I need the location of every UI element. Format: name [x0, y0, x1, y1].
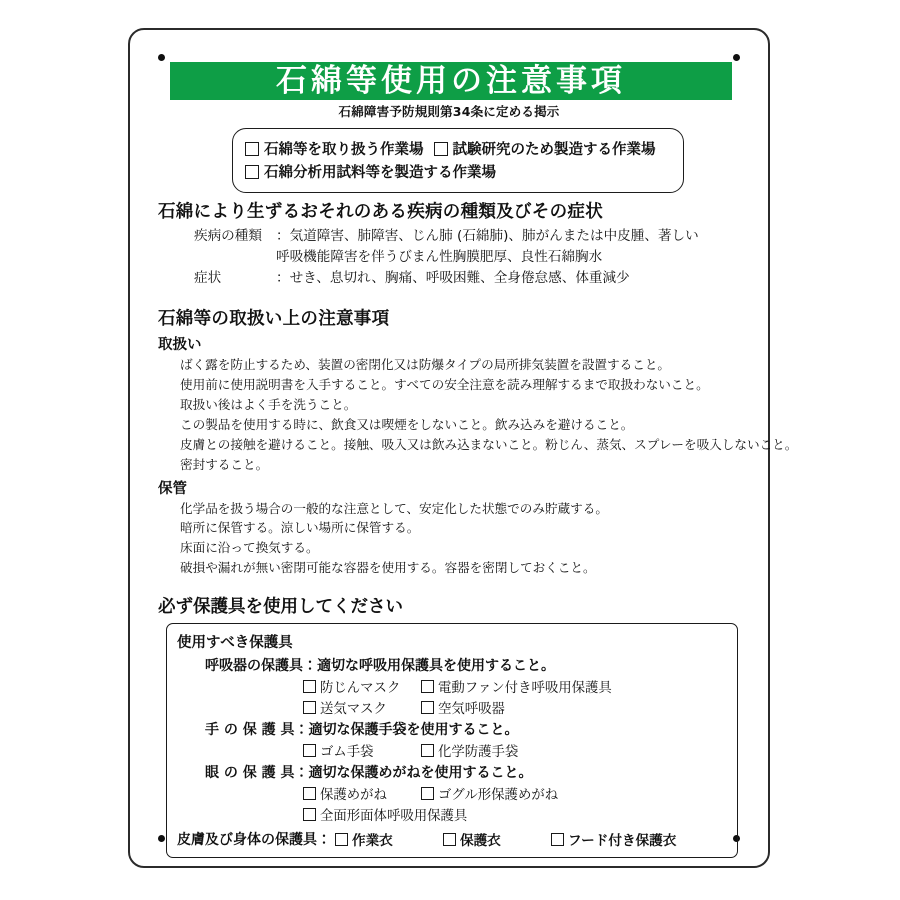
ppe-option-safety-glasses[interactable] [303, 784, 421, 803]
worksite-row-2 [245, 161, 671, 182]
checkbox-icon[interactable] [421, 701, 434, 714]
ppe-category-label: 呼吸器の保護具 [205, 658, 303, 675]
ppe-group-label-row [205, 719, 727, 739]
checkbox-icon[interactable] [303, 787, 316, 800]
worksite-row-1 [245, 138, 671, 159]
ppe-colon: ： [294, 765, 309, 782]
ppe-option-row [303, 741, 727, 760]
ppe-option-powered-air-respirator[interactable] [421, 677, 612, 696]
handling-line: 取扱い後はよく手を洗うこと。 [180, 396, 357, 412]
worksite-option-research-manufacture[interactable] [434, 138, 656, 159]
disease-type-line-1: 気道障害、肺障害、じん肺 (石綿肺)、肺がんまたは中皮腫、著しい [289, 228, 699, 244]
disease-symptom-row [194, 268, 746, 289]
storage-subheading: 保管 [158, 480, 187, 497]
ppe-option-label: 保護めがね [320, 788, 387, 804]
ppe-colon: ： [303, 658, 317, 675]
checkbox-icon[interactable] [303, 808, 316, 821]
ppe-instruction: 適切な呼吸用保護具を使用すること。 [317, 658, 555, 675]
ppe-group-eye [205, 762, 727, 824]
storage-line: 破損や漏れが無い密閉可能な容器を使用する。容器を密閉しておくこと。 [180, 560, 596, 576]
ppe-category-label: 眼 の 保 護 具 [205, 765, 295, 782]
ppe-option-label: 空気呼吸器 [438, 702, 505, 718]
sign-title: 石綿等使用の注意事項 [276, 62, 626, 99]
sign-subtitle: 石綿障害予防規則第34条に定める掲示 [338, 104, 560, 119]
worksite-option-label: 試験研究のため製造する作業場 [452, 142, 656, 158]
ppe-option-list [303, 741, 727, 760]
ppe-category-label: 手 の 保 護 具 [205, 722, 295, 739]
ppe-option-full-face-respirator[interactable] [303, 805, 467, 824]
ppe-option-label: 防じんマスク [320, 681, 401, 697]
checkbox-icon[interactable] [245, 142, 259, 156]
worksite-option-analysis-sample[interactable] [245, 161, 496, 182]
mounting-hole-top-left [158, 54, 165, 61]
disease-symptom-label: 症状 [194, 270, 222, 287]
disease-details [194, 226, 746, 289]
ppe-option-goggles[interactable] [421, 784, 558, 803]
disease-type-line-2: 呼吸機能障害を伴うびまん性胸膜肥厚、良性石綿胸水 [276, 249, 603, 266]
checkbox-icon[interactable] [434, 142, 448, 156]
title-band [170, 62, 732, 100]
sign-board [128, 28, 798, 868]
ppe-option-air-line-mask[interactable] [303, 698, 421, 717]
storage-lines [180, 499, 746, 579]
ppe-panel-title: 使用すべき保護具 [177, 635, 293, 652]
disease-symptom-text: せき、息切れ、胸痛、呼吸困難、全身倦怠感、体重減少 [289, 270, 630, 287]
ppe-group-label-row [205, 655, 727, 675]
ppe-group-hand [205, 719, 727, 760]
checkbox-icon[interactable] [335, 833, 348, 846]
ppe-option-list [303, 784, 727, 824]
ppe-option-row [303, 677, 727, 696]
disease-type-colon: ： [276, 228, 290, 244]
disease-section-heading: 石綿により生ずるおそれのある疾病の種類及びその症状 [158, 202, 603, 222]
checkbox-icon[interactable] [443, 833, 456, 846]
ppe-panel [166, 623, 738, 858]
worksite-option-label: 石綿等を取り扱う作業場 [264, 142, 424, 158]
worksite-option-handling[interactable] [245, 138, 424, 159]
ppe-option-label: 全面形面体呼吸用保護具 [320, 809, 468, 825]
checkbox-icon[interactable] [421, 787, 434, 800]
handling-line: 皮膚との接触を避けること。接触、吸入又は飲み込まないこと。粉じん、蒸気、スプレーを吸入しないこと。 [180, 436, 798, 452]
ppe-option-hooded-protective-clothing[interactable] [551, 829, 676, 849]
ppe-option-label: 化学防護手袋 [438, 745, 519, 761]
checkbox-icon[interactable] [303, 680, 316, 693]
sign-content [158, 198, 798, 858]
ppe-group-respiratory [205, 655, 727, 717]
ppe-option-row [303, 805, 727, 824]
ppe-option-list [303, 677, 727, 717]
mounting-hole-top-right [733, 54, 740, 61]
checkbox-icon[interactable] [421, 680, 434, 693]
ppe-instruction: 適切な保護手袋を使用すること。 [308, 722, 519, 739]
disease-type-row [194, 226, 746, 247]
ppe-instruction: 適切な保護めがねを使用すること。 [308, 765, 533, 782]
checkbox-icon[interactable] [303, 701, 316, 714]
handling-line: この製品を使用する時に、飲食又は喫煙をしないこと。飲み込みを避けること。 [180, 416, 634, 432]
ppe-option-dust-mask[interactable] [303, 677, 421, 696]
storage-line: 暗所に保管する。涼しい場所に保管する。 [180, 520, 420, 536]
ppe-option-protective-clothing[interactable] [443, 829, 551, 849]
handling-line: 使用前に使用説明書を入手すること。すべての安全注意を読み理解するまで取扱わないこと。 [180, 377, 709, 393]
disease-type-label: 疾病の種類 [194, 228, 262, 244]
ppe-group-label-row [205, 762, 727, 782]
ppe-option-work-clothes[interactable] [335, 829, 443, 849]
ppe-option-self-contained-breathing-apparatus[interactable] [421, 698, 505, 717]
ppe-option-label: 送気マスク [320, 702, 387, 718]
ppe-option-label: フード付き保護衣 [568, 833, 677, 850]
ppe-option-rubber-gloves[interactable] [303, 741, 421, 760]
storage-line: 床面に沿って換気する。 [180, 540, 319, 556]
checkbox-icon[interactable] [421, 744, 434, 757]
disease-symptom-colon: ： [276, 270, 290, 287]
handling-lines [180, 355, 798, 474]
ppe-colon: ： [294, 722, 309, 739]
ppe-section-heading: 必ず保護具を使用してください [158, 597, 403, 618]
ppe-group-skin-body [177, 829, 727, 849]
ppe-option-chemical-protective-gloves[interactable] [421, 741, 518, 760]
checkbox-icon[interactable] [551, 833, 564, 846]
ppe-option-label: ゴグル形保護めがね [438, 788, 559, 804]
ppe-option-label: ゴム手袋 [320, 745, 374, 761]
worksite-option-label: 石綿分析用試料等を製造する作業場 [264, 165, 496, 181]
handling-line: 密封すること。 [180, 456, 269, 472]
handling-section-heading: 石綿等の取扱い上の注意事項 [158, 309, 390, 330]
ppe-option-row [303, 784, 727, 803]
handling-subheading: 取扱い [158, 337, 202, 354]
ppe-option-label: 保護衣 [460, 833, 501, 850]
storage-line: 化学品を扱う場合の一般的な注意として、安定化した状態でのみ貯蔵する。 [180, 500, 608, 516]
checkbox-icon[interactable] [303, 744, 316, 757]
worksite-checkbox-panel [232, 128, 684, 193]
ppe-option-label: 電動ファン付き呼吸用保護具 [438, 681, 612, 697]
ppe-option-row [303, 698, 727, 717]
ppe-option-label: 作業衣 [352, 833, 393, 850]
ppe-skin-label: 皮膚及び身体の保護具： [177, 832, 331, 849]
checkbox-icon[interactable] [245, 165, 259, 179]
handling-line: ばく露を防止するため、装置の密閉化又は防爆タイプの局所排気装置を設置すること。 [180, 357, 671, 373]
